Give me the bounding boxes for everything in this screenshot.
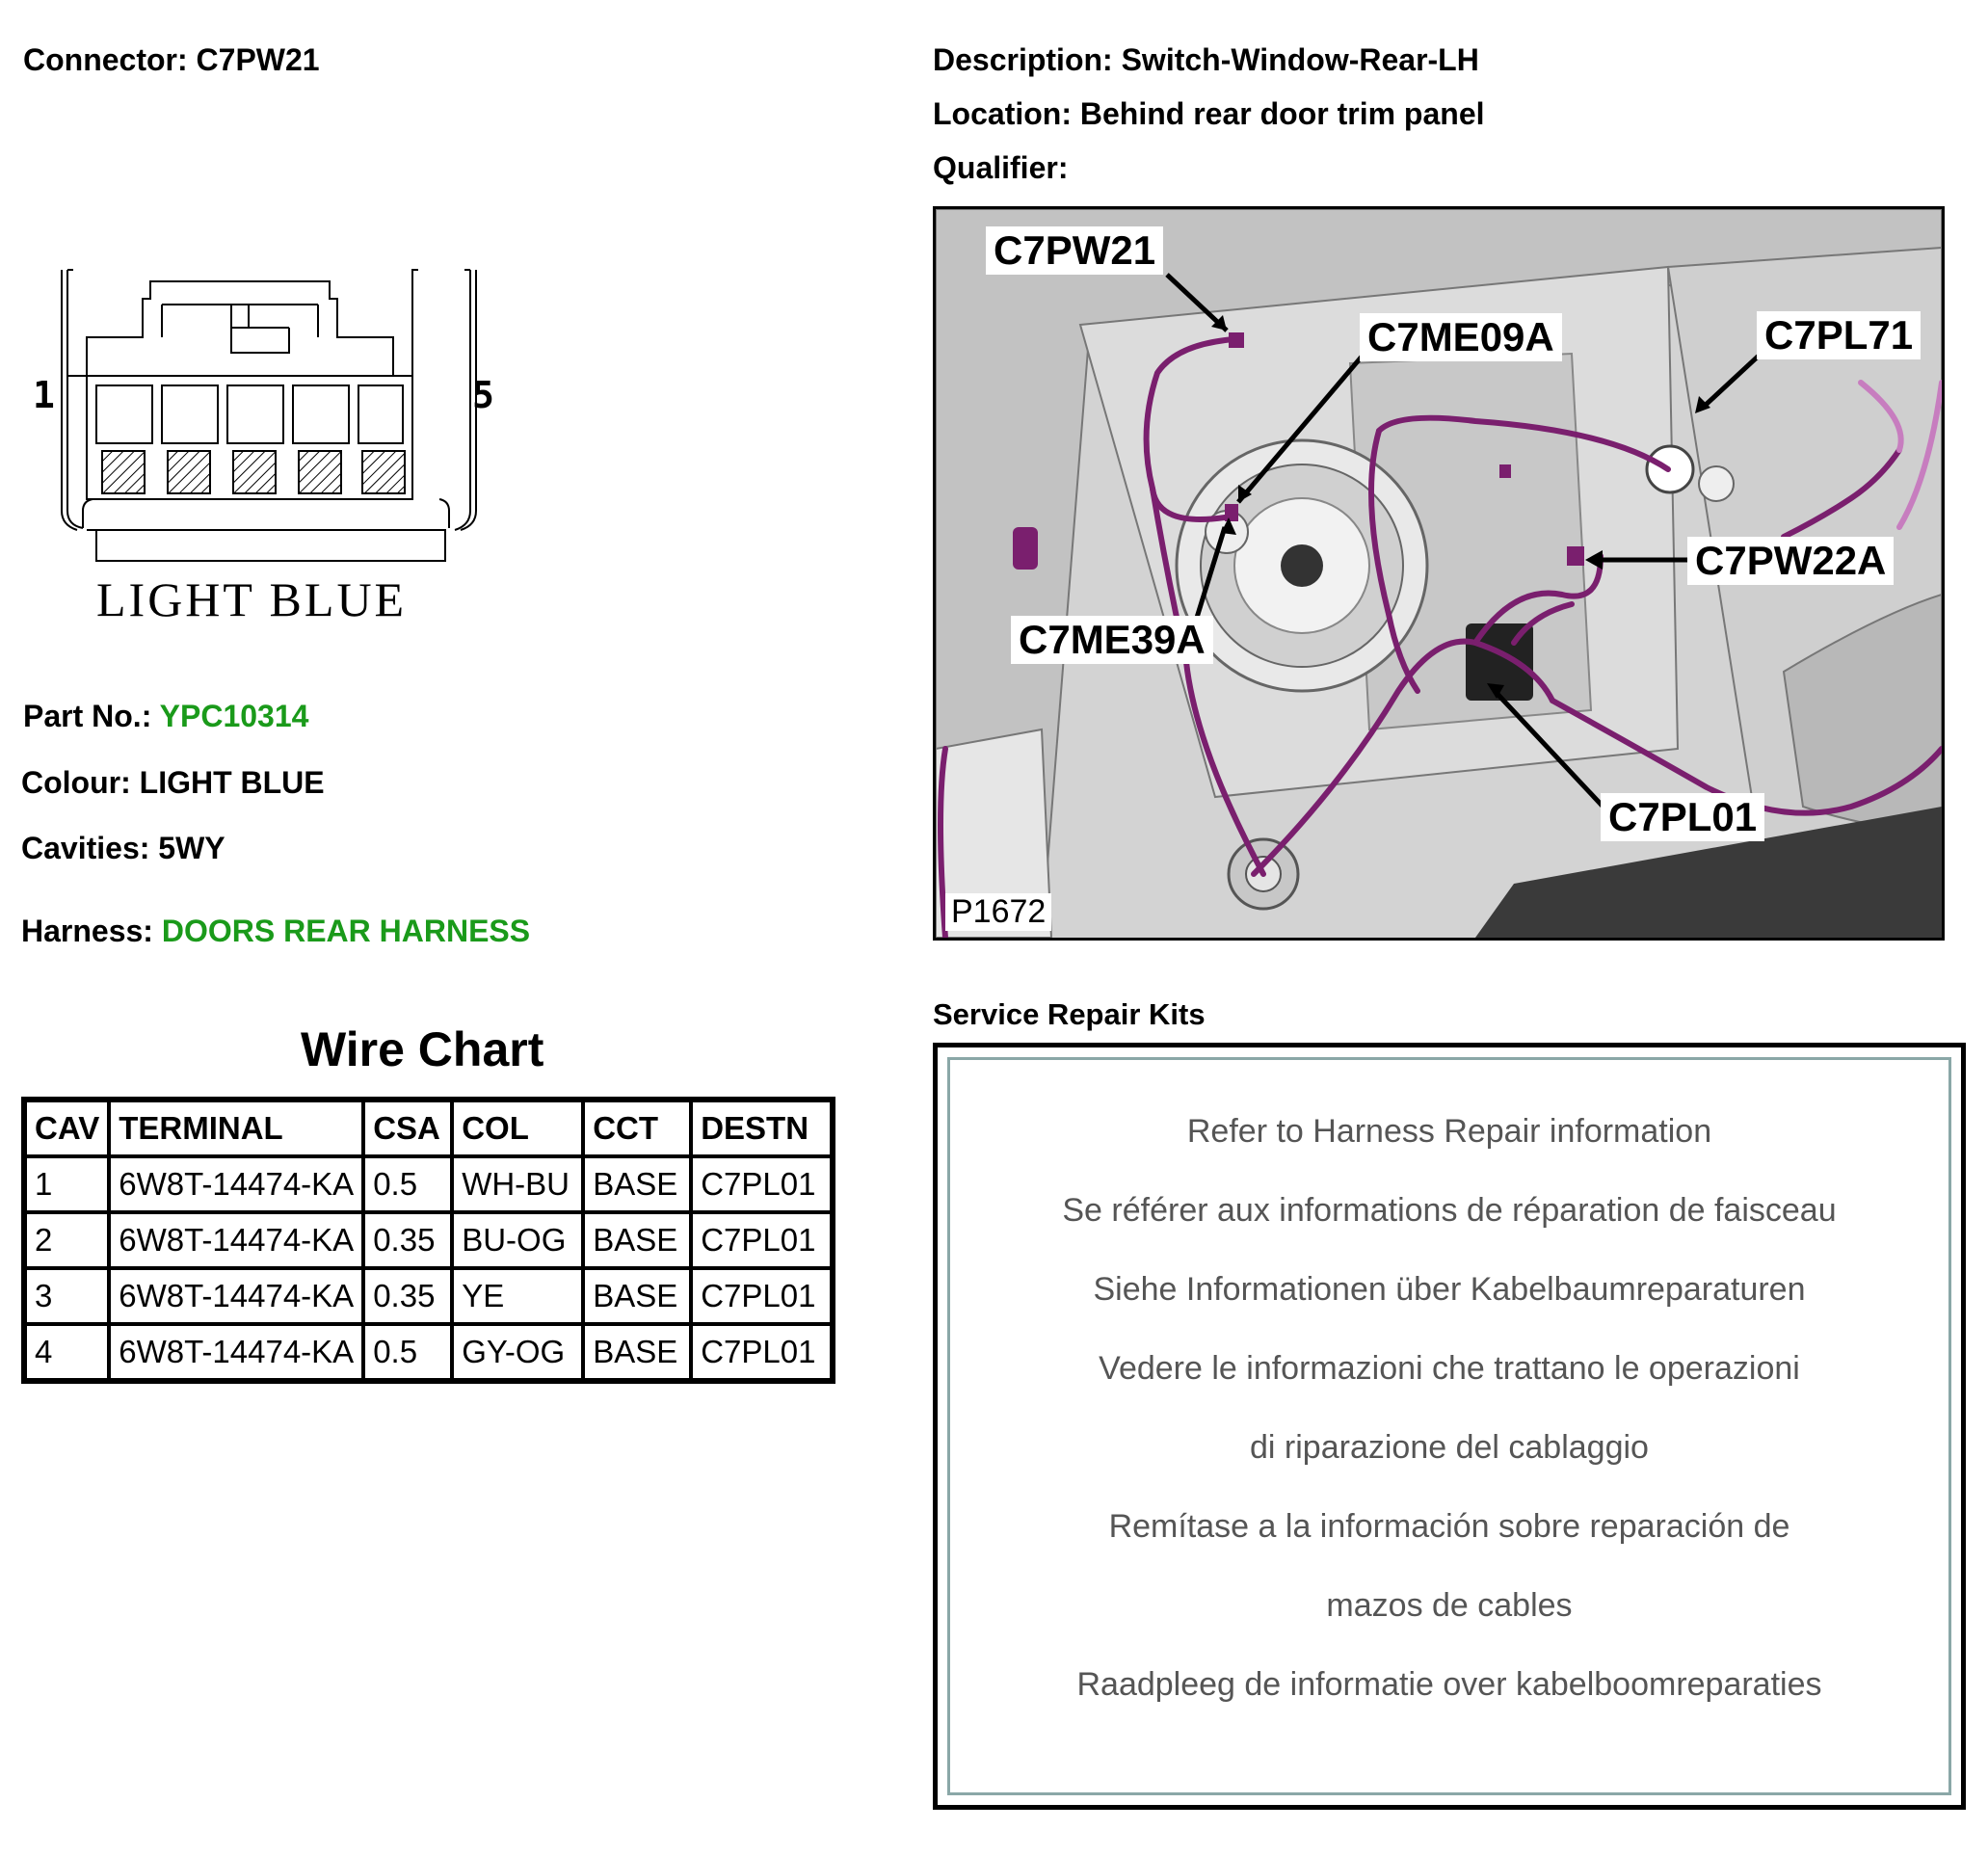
cell-cav: 4 [24, 1324, 109, 1381]
table-row [24, 1324, 833, 1381]
wire-chart-title: Wire Chart [301, 1022, 544, 1076]
col-header-col: COL [452, 1100, 583, 1156]
cell-cav: 1 [24, 1156, 109, 1212]
repair-info-line-de: Siehe Informationen über Kabelbaumreparaturen [1093, 1271, 1806, 1308]
cell-csa: 0.5 [363, 1324, 452, 1381]
cell-csa: 0.35 [363, 1268, 452, 1324]
callout-c7me39a: C7ME39A [1011, 616, 1213, 664]
location-line [933, 96, 1485, 132]
qualifier-line [933, 150, 1068, 186]
part-number-link[interactable]: YPC10314 [159, 699, 309, 733]
cell-col: GY-OG [452, 1324, 583, 1381]
table-row [24, 1156, 833, 1212]
table-row [24, 1268, 833, 1324]
repair-info-line-it-1: Vedere le informazioni che trattano le operazioni [1099, 1350, 1800, 1387]
pin-number-last: 5 [472, 374, 494, 416]
cavities-label: Cavities: [21, 831, 150, 865]
connector-label: Connector: [23, 42, 188, 77]
cell-destn: C7PL01 [691, 1212, 833, 1268]
callout-c7pw21: C7PW21 [986, 226, 1163, 275]
cell-destn: C7PL01 [691, 1324, 833, 1381]
cell-terminal: 6W8T-14474-KA [109, 1324, 363, 1381]
callout-c7pl71: C7PL71 [1757, 311, 1921, 359]
repair-kits-inner-frame [947, 1057, 1951, 1795]
wire-chart [21, 1097, 835, 1384]
part-number-line [23, 699, 308, 734]
cell-csa: 0.5 [363, 1156, 452, 1212]
repair-info-line-fr: Se référer aux informations de réparation de faisceau [1062, 1192, 1837, 1229]
cavities-value: 5WY [158, 831, 225, 865]
cell-csa: 0.35 [363, 1212, 452, 1268]
description-value: Switch-Window-Rear-LH [1121, 42, 1479, 77]
cell-terminal: 6W8T-14474-KA [109, 1268, 363, 1324]
location-photo [933, 206, 1945, 941]
cell-cct: BASE [583, 1324, 691, 1381]
col-header-destn: DESTN [691, 1100, 833, 1156]
cell-col: BU-OG [452, 1212, 583, 1268]
location-label: Location: [933, 96, 1072, 131]
col-header-csa: CSA [363, 1100, 452, 1156]
table-row [24, 1212, 833, 1268]
harness-label: Harness: [21, 914, 153, 948]
harness-link[interactable]: DOORS REAR HARNESS [161, 914, 531, 948]
cell-destn: C7PL01 [691, 1268, 833, 1324]
repair-kits-title: Service Repair Kits [933, 997, 1206, 1031]
repair-info-line-es-2: mazos de cables [1326, 1587, 1573, 1624]
wire-chart-header-row [24, 1100, 833, 1156]
cell-terminal: 6W8T-14474-KA [109, 1212, 363, 1268]
repair-kits-box [933, 1043, 1966, 1810]
cell-terminal: 6W8T-14474-KA [109, 1156, 363, 1212]
cell-cct: BASE [583, 1156, 691, 1212]
colour-label: Colour: [21, 765, 131, 800]
cavities-line [21, 831, 225, 866]
cell-cav: 3 [24, 1268, 109, 1324]
repair-info-line-es-1: Remítase a la información sobre reparación de [1108, 1508, 1790, 1545]
figure-id: P1672 [945, 893, 1051, 931]
connector-value: C7PW21 [196, 42, 320, 77]
harness-line [21, 914, 530, 949]
connector-outline [29, 251, 511, 569]
colour-value: LIGHT BLUE [139, 765, 325, 800]
cell-cct: BASE [583, 1268, 691, 1324]
cell-cct: BASE [583, 1212, 691, 1268]
connector-line [23, 42, 320, 78]
description-line [933, 42, 1479, 78]
qualifier-label: Qualifier: [933, 150, 1069, 185]
cell-destn: C7PL01 [691, 1156, 833, 1212]
repair-info-line-nl: Raadpleeg de informatie over kabelboomreparaties [1076, 1666, 1822, 1703]
col-header-cav: CAV [24, 1100, 109, 1156]
wire-chart-table [21, 1097, 835, 1384]
callout-c7me09a: C7ME09A [1360, 313, 1562, 361]
col-header-cct: CCT [583, 1100, 691, 1156]
colour-line [21, 765, 325, 801]
callout-c7pl01: C7PL01 [1601, 793, 1764, 841]
cell-col: WH-BU [452, 1156, 583, 1212]
connector-face-diagram [29, 251, 511, 569]
col-header-terminal: TERMINAL [109, 1100, 363, 1156]
repair-info-line-en: Refer to Harness Repair information [1186, 1113, 1712, 1150]
connector-colour-caption: LIGHT BLUE [96, 572, 408, 626]
location-value: Behind rear door trim panel [1079, 96, 1485, 131]
callout-c7pw22a: C7PW22A [1687, 537, 1894, 585]
pin-number-first: 1 [33, 374, 55, 416]
description-label: Description: [933, 42, 1113, 77]
cell-col: YE [452, 1268, 583, 1324]
cell-cav: 2 [24, 1212, 109, 1268]
repair-info-line-it-2: di riparazione del cablaggio [1250, 1429, 1649, 1466]
part-number-label: Part No.: [23, 699, 152, 733]
